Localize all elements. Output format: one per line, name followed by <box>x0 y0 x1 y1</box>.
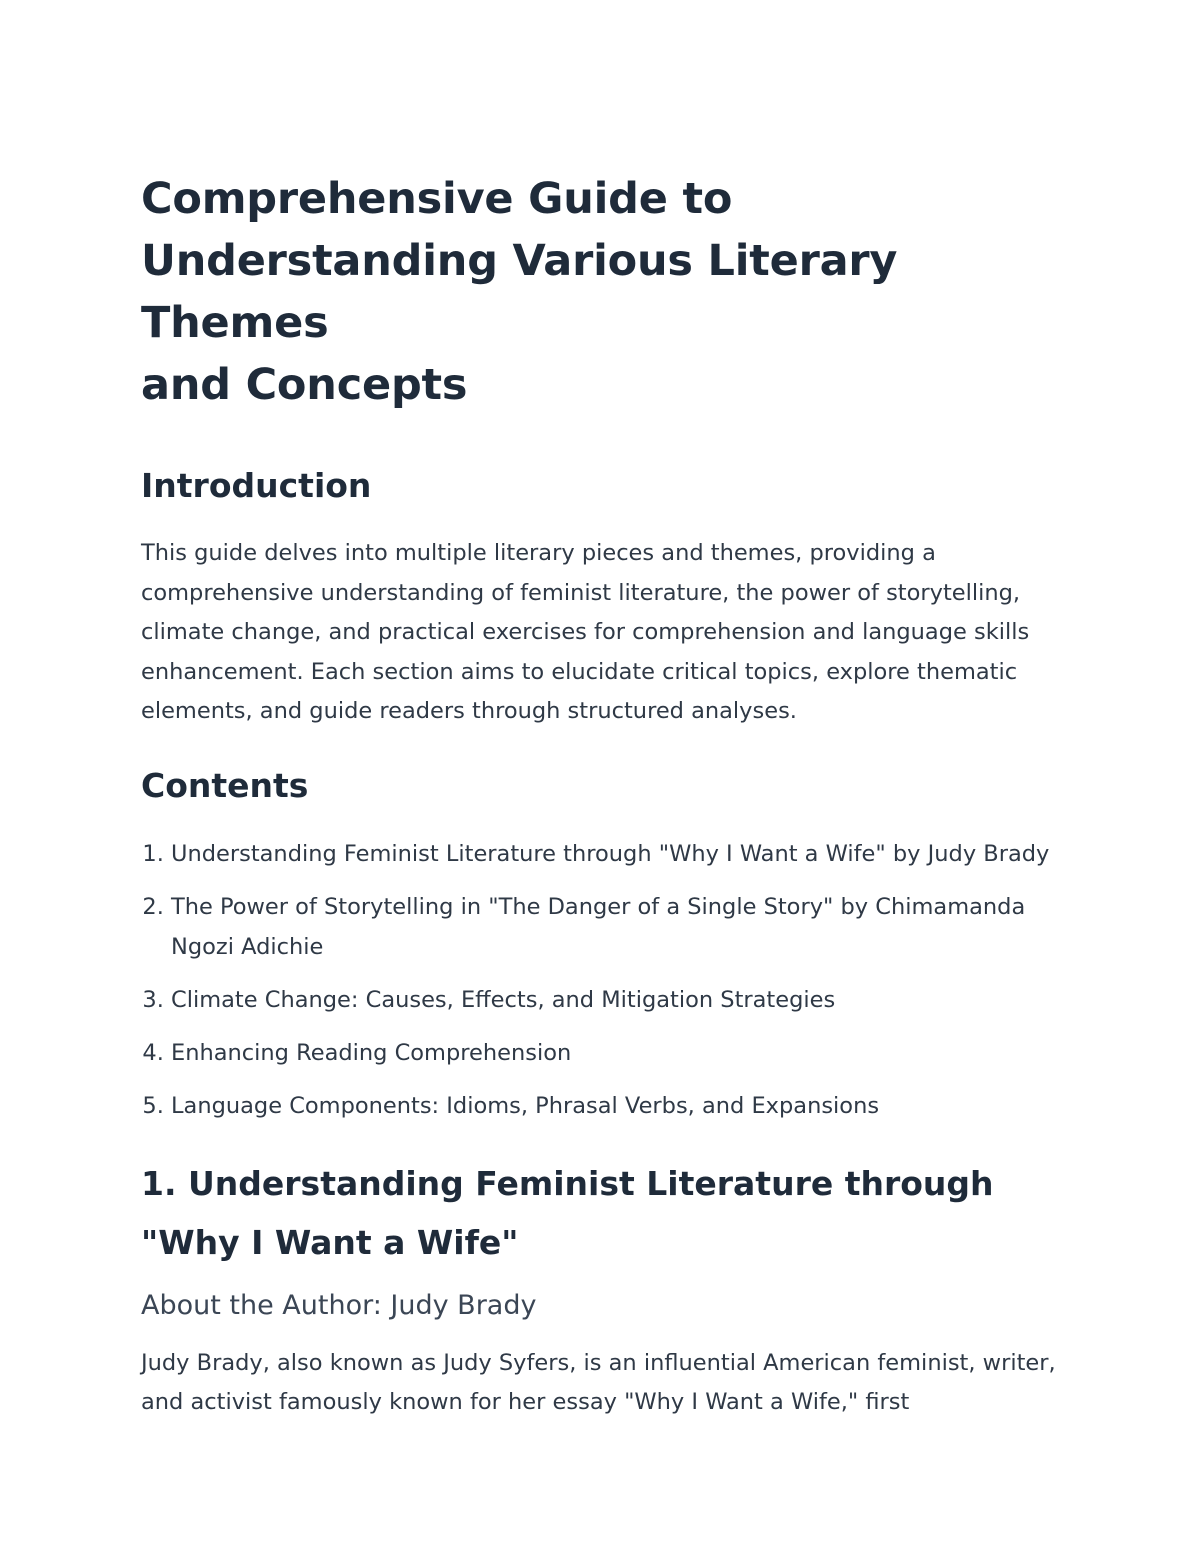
introduction-paragraph: This guide delves into multiple literary pieces and themes, providing a comprehensive understanding of feminist literature, the power of storytelling, climate change, and practical exercises for comprehension and language skills enhancement. Each section aims to elucidate critical topics, explore thematic elements, and guide readers through structured analyses. <box>141 540 1030 724</box>
author-paragraph: Judy Brady, also known as Judy Syfers, is an influential American feminist, writer, and activist famously known for her essay "Why I Want a Wife," first <box>141 1349 1056 1415</box>
contents-list <box>141 834 1060 1126</box>
contents-item-4: 4. Enhancing Reading Comprehension <box>171 1033 1060 1073</box>
contents-item-2: 2. The Power of Storytelling in "The Danger of a Single Story" by Chimamanda Ngozi Adichie <box>171 887 1060 967</box>
introduction-heading: Introduction <box>141 466 372 505</box>
contents-item-1: 1. Understanding Feminist Literature through "Why I Want a Wife" by Judy Brady <box>171 834 1060 874</box>
contents-item-5: 5. Language Components: Idioms, Phrasal Verbs, and Expansions <box>171 1086 1060 1126</box>
contents-heading: Contents <box>141 765 309 805</box>
title-line-3: and Concepts <box>141 360 468 410</box>
section-1-heading: 1. Understanding Feminist Literature through "Why I Want a Wife" <box>141 1163 994 1262</box>
contents-item-3: 3. Climate Change: Causes, Effects, and Mitigation Strategies <box>171 980 1060 1020</box>
title-line-2: Understanding Various Literary Themes <box>141 236 898 348</box>
document-title <box>141 168 1060 416</box>
title-line-1: Comprehensive Guide to <box>141 174 733 224</box>
about-author-heading: About the Author: Judy Brady <box>141 1289 537 1321</box>
